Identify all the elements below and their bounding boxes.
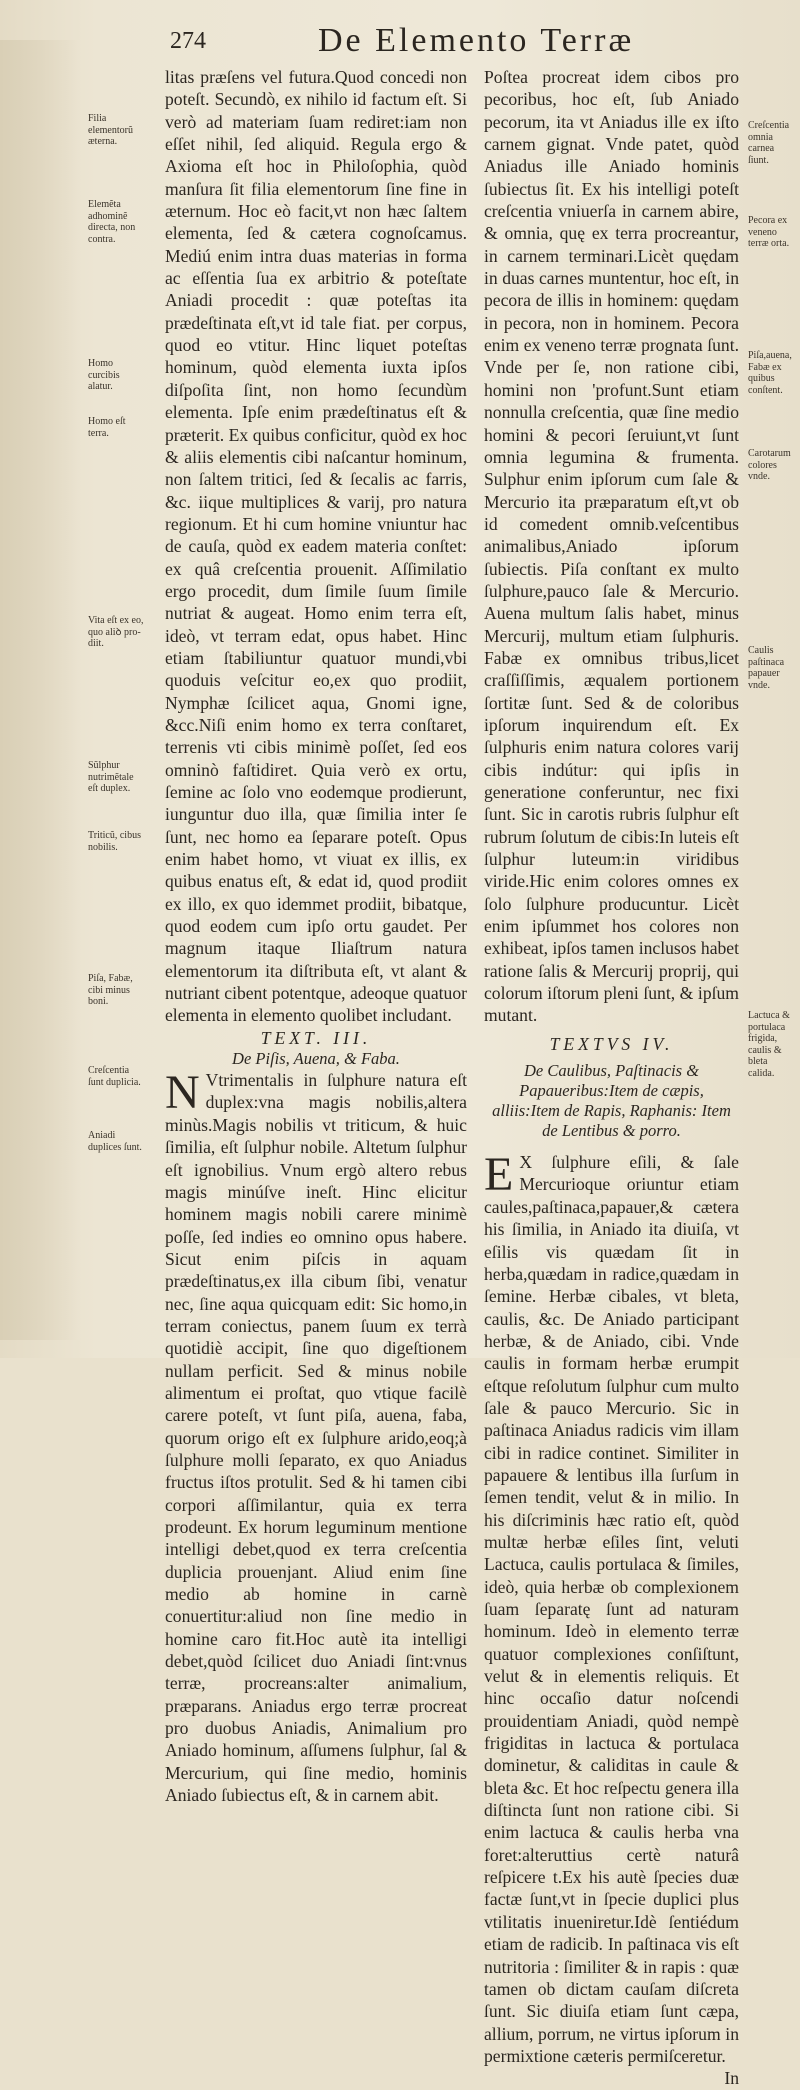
margin-note: Aniadi duplices ſunt. (88, 1130, 142, 1153)
margin-note: Creſcentia omnia carnea ſiunt. (748, 120, 790, 166)
margin-note: Sũlphur nutrimẽtale eſt duplex. (88, 760, 134, 794)
page-number: 274 (170, 28, 206, 54)
drop-cap: E (484, 1148, 514, 1202)
catchword: In (724, 2068, 739, 2089)
left-column (165, 66, 467, 1806)
paragraph: litas præſens vel futura.Quod concedi non poteſt. Secundò, ex nihilo id factum eſt. Si verò ad materiam ſuam rediret:iam non eſſet nihil, ſed aliquid. Regula ergo & Axioma eſt hoc in Philoſophia, quòd manſura ſit filia elementorum ſine fine in æternum. Hoc eò facit,vt non hæc ſaltem elementa, ſed & cætera cognoſcamus. Mediú enim intra duas materias in forma ac eſſentia ſua ex arbitrio & poteſtate Aniadi procedit : quæ poteſtas ita prædeſtinata eſt,vt id tale fiat. per corpus, quod eo vtitur. Hinc liquet poteſtas hominum, quòd elementa iuxta ipſos diſpoſita ſint, non homo ſecundùm elementa. Ipſe enim prædeſtinatus eſt & præterit. Ex quibus conficitur, quòd ex hoc & aliis elementis cibi naſcantur hominum, non ſaltem tritici, ſed & ſecalis ac farris, &c. iique multiplices & varij, pro natura regionum. Et hi cum homine vniuntur hac de cauſa, quòd ex eadem materia conſtet: ex quâ creſcentia prouenit. Aſſimilatio ergo procedit, dum ſimile ſuum ſimile nutriat & augeat. Homo enim terra eſt, ideò, vt terram edat, opus habet. Hinc etiam ſtabiliuntur quatuor mundi,vbi quoduis veſcitur eo,ex quo prodiit, Nymphæ ſcilicet aqua, Gnomi igne, &cc.Niſi enim homo ex terra conſtaret, terrenis vti cibis minimè poſſet, ſed eos omninò faſtidiret. Quia verò ex ortu, ſemine ac ſolo vno eodemque prodierunt, iunguntur duo illa, quæ ſimilia inter ſe ſunt, nec homo ea ſeparare poteſt. Opus enim habet homo, vt viuat ex illis, ex quibus enatus eſt, & edat id, quod prodiit ex illo, ex quo idemmet prodiit, bibatque, quod eodem cum ipſo ortu gaudet. Per magnum itaque Iliaſtrum natura elementorum ita diſtributa eſt, vt alant & nutriant cibent potentque, adeoque quatuor elementa in elemento quolibet includant. (165, 67, 467, 1026)
margin-note: Pecora ex veneno terræ orta. (748, 215, 790, 249)
page-header (168, 22, 778, 62)
paragraph-text: Vtrimentalis in ſulphure natura eſt duplex:vna magis nobilis,altera minùs.Magis nobilis vt triticum, & huic ſimilia, eſt ſulphur nobile. Altetum ſulphur eſt ignobilius. Vnum ergò altero rebus magis minúſve ineſt. Hinc elicitur hominem magis nobili carere minimè poſſe, ſed indies eo omnino opus habere. Sicut enim piſcis in aquam prædeſtinatus,ex illa cibum ſibi, venatur nec, ſine aqua quicquam edit: Sic homo,in terram coniectus, panem ſuum ex terrà quotidiè accipit, ſine quo digeſtionem nullam perficit. Sed & minus nobile alimentum ei proſtat, quo vtique facilè carere poteſt, vt ſunt piſa, auena, faba, quorum origo eſt ex ſulphure arido,eoq;à ſulphure molli ſeparato, ex quo Aniadus fructus iſtos protulit. Sed & hi tamen cibi corpori aſſimilantur, quia ex terra prodeunt. Ex horum leguminum mentione intelligi debet,quod ex terra creſcentia duplicia prouenjant. Aliud enim ſine medio ab homine in carnè conuertitur:aliud non ſine medio in homine caro fit.Hoc autè ita intelligi debet,quòd ſcilicet duo Aniadi ſint:vnus terræ, procreans:alter animalium, præparans. Aniadus ergo terræ procreat pro duobus Aniadis, Animalium pro Aniado hominum, aſſumens ſulphur, ſal & Mercurium, qui ſine medio, hominis Aniado ſubiectus eſt, & in carnem abit. (165, 1070, 467, 1806)
margin-note: Triticũ, cibus nobilis. (88, 830, 141, 853)
section-subheading: De Piſis, Auena, & Faba. (232, 1049, 400, 1069)
right-column (484, 66, 739, 2090)
margin-note: Filia elementorũ æterna. (88, 113, 133, 147)
paragraph: Poſtea procreat idem cibos pro pecoribus, hoc eſt, ſub Aniado pecorum, ita vt Aniadus ille ex iſto carnem gignat. Vnde patet, quòd Aniadus ille Aniado hominis ſubiectus ſit. Ex his intelligi poteſt creſcentia vniuerſa in carnem abire, & omnia, quę ex terra procreantur, in carnem terminari.Licèt quędam in duas carnes muntentur, hoc eſt, in pecora de illis in hominem: quędam in pecora, non in hominem. Pecora enim ex veneno terræ prognata ſunt. Vnde per ſe, non ratione cibi, homini non 'profunt.Sunt etiam nonnulla creſcentia, quæ ſine medio homini & pecori ſeruiunt,vt ſunt omnia legumina & frumenta. Sulphur enim ipſorum cum ſale & Mercurio ita præparatum eſt,vt ob id comedent omnib.veſcentibus animalibus,Aniado ipſorum ſubiectis. Piſa conſtant ex multo ſulphure,pauco ſale & Mercurio. Auena multum ſalis habet, minus Mercurij, multum etiam ſulphuris. Fabæ ex omnibus tribus,licet craſſiſſimis, æqualem portionem ſortitæ ſunt. Sed & de coloribus ipſorum inquirendum eſt. Ex ſulphuris enim natura colores varij cibis indútur: qui ipſis in generatione conferuntur, nec fixi ſunt. Sic in carotis rubris ſulphur eſt rubrum ſolutum de cibis:In luteis eſt ſulphur luteum:in viridibus viride.Hic enim colores omnes ex ſolo ſulphure producuntur. Licèt enim ipſummet hos colores non exhibeat, ipſos tamen inclusos habet ratione ſalis & Mercurij proprij, qui colorum iſtorum pleni ſunt, & ipſum mutant. (484, 67, 739, 1026)
margin-note: Carotarum colores vnde. (748, 448, 791, 482)
margin-note: Piſa, Fabæ, cibi minus boni. (88, 973, 133, 1007)
margin-note: Homo curcibis alatur. (88, 358, 120, 392)
margin-note: Homo eſt terra. (88, 416, 126, 439)
margin-note: Vita eſt ex eo, quo aliꝺ prodiit. (88, 615, 144, 649)
section-heading: TEXT. III. (260, 1027, 372, 1048)
paragraph-text: X ſulphure eſili, & ſale Mercurioque oriuntur etiam caules,paſtinaca,papauer,& cætera his ſimilia, in Aniado ita diuiſa, vt eſilis vis quædam ſit in herba,quædam in radice,quædam in ſemine. Herbæ cibales, vt bleta, caulis, &c. De Aniado participant herbæ, & de Aniado, cibi. Vnde caulis in formam herbæ erumpit eſtque reſolutum ſulphur cum multo ſale & pauco Mercurio. Sic in paſtinaca Aniadus radicis vim illam cibi in radice continet. Similiter in papauere & lentibus illa ſurſum in ſemen tendit, velut & in milio. In his diſcriminis hæc ratio eſt, quòd multæ herbæ eſiles ſint, veluti Lactuca, caulis portulaca & ſimiles, ideò, quia herbæ ob complexionem ſuam ſeparatę ſunt ad naturam hominum. Ideò in elemento terræ quatuor complexiones conſiſtunt, velut & in elementis reliquis. Et hinc occaſio datur noſcendi prouidentiam Aniadi, quòd nempè frigiditas in lactuca & portulaca dominetur, & caliditas in caule & bleta &c. Et hoc reſpectu genera illa diſtincta ſunt non ratione cibi. Si enim lactuca & caulis herba vna foret:alteruttius certè naturâ reſpicere t.Ex his autè ſpecies duæ factæ ſunt,vt in ſpecie duplici plus vtilitatis inueniretur.Idè ſentiédum etiam de radicib. In paſtinaca vis eſt nutritoria : ſimiliter & in rapis : quæ tamen ob dictam cauſam diſcreta ſunt. Sic diuiſa etiam ſunt cæpa, allium, porrum, ne virtus ipſorum in permixtione cæteris permiſceretur. (484, 1152, 739, 2066)
running-title: De Elemento Terræ (318, 22, 635, 59)
paragraph (484, 1148, 739, 2067)
page-edge-shadow (0, 40, 80, 1340)
margin-note: Lactuca & portulaca frigida, caulis & bleta calida. (748, 1010, 790, 1079)
margin-note: Caulis paſtinaca papauer vnde. (748, 645, 785, 691)
section-heading: TEXTVS IV. (549, 1033, 674, 1054)
margin-note: Piſa,auena, Fabæ ex quibus conſtent. (748, 350, 792, 396)
margin-note: Elemẽta adhominẽ directa, non contra. (88, 199, 136, 245)
section-subheading: De Caulibus, Paſtinacis & Papaueribus:Item de cæpis, alliis:Item de Rapis, Raphanis: Item de Lentibus & porro. (492, 1061, 731, 1141)
margin-note: Creſcentia ſunt duplicia. (88, 1065, 141, 1088)
paragraph (165, 1066, 467, 1806)
drop-cap: N (165, 1066, 200, 1120)
